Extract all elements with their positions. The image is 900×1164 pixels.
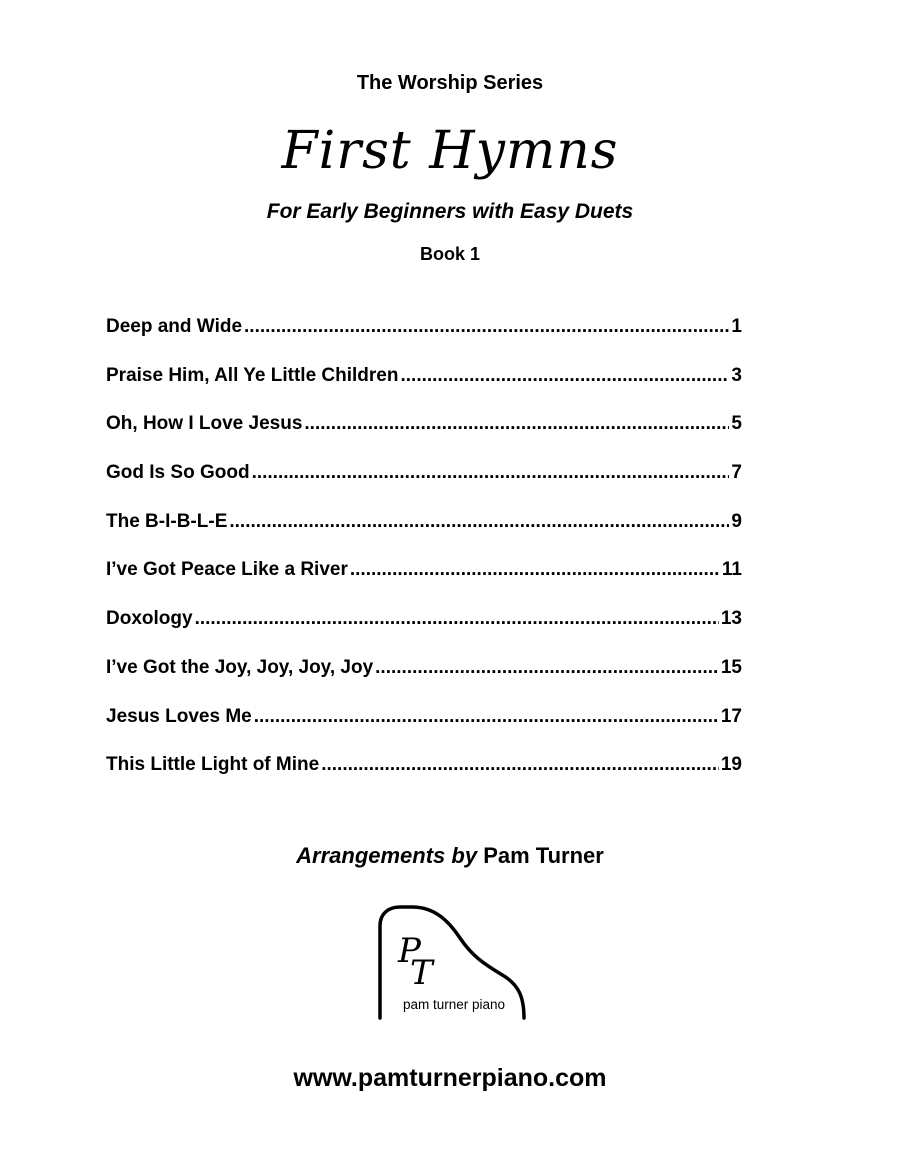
toc-entry-page: 19 bbox=[720, 754, 742, 776]
website-url: www.pamturnerpiano.com bbox=[293, 1064, 607, 1092]
series-title: The Worship Series bbox=[356, 72, 544, 94]
book-title: First Hymns bbox=[281, 121, 619, 181]
arranger-name: Pam Turner bbox=[483, 843, 604, 868]
toc-entry bbox=[106, 608, 742, 657]
toc-entry-title: Oh, How I Love Jesus bbox=[106, 413, 303, 435]
toc-entry-title: I’ve Got Peace Like a River bbox=[106, 559, 348, 581]
toc-entry-page: 17 bbox=[720, 705, 742, 727]
table-of-contents bbox=[106, 316, 742, 803]
toc-leader-dots bbox=[321, 754, 719, 776]
toc-leader-dots bbox=[229, 511, 729, 533]
toc-entry-page: 11 bbox=[721, 559, 742, 581]
toc-entry bbox=[106, 559, 742, 608]
toc-entry-title: Praise Him, All Ye Little Children bbox=[106, 364, 399, 386]
toc-entry bbox=[106, 706, 742, 755]
toc-entry-page: 5 bbox=[731, 413, 742, 435]
toc-entry bbox=[106, 754, 742, 803]
toc-entry-page: 15 bbox=[720, 656, 742, 678]
book-number: Book 1 bbox=[419, 244, 480, 264]
toc-entry-page: 1 bbox=[731, 316, 742, 337]
toc-entry-title: Deep and Wide bbox=[106, 316, 243, 337]
logo-monogram: T bbox=[410, 953, 433, 993]
toc-entry-page: 13 bbox=[720, 608, 742, 630]
toc-leader-dots bbox=[400, 365, 729, 387]
toc-leader-dots bbox=[195, 608, 719, 630]
toc-entry-page: 7 bbox=[731, 462, 742, 484]
toc-leader-dots bbox=[304, 413, 729, 435]
toc-entry bbox=[106, 365, 742, 414]
arranger-credit bbox=[0, 843, 900, 869]
logo-caption: pam turner piano bbox=[402, 997, 506, 1012]
toc-leader-dots bbox=[254, 706, 719, 728]
toc-leader-dots bbox=[252, 462, 730, 484]
toc-entry-title: I’ve Got the Joy, Joy, Joy, Joy bbox=[106, 656, 374, 678]
toc-entry bbox=[106, 511, 742, 560]
pam-turner-piano-logo bbox=[372, 904, 532, 1022]
toc-entry bbox=[106, 657, 742, 706]
toc-entry-page: 9 bbox=[731, 510, 742, 532]
arrangements-label: Arrangements by bbox=[296, 843, 478, 868]
toc-leader-dots bbox=[350, 559, 720, 581]
toc-entry-title: Jesus Loves Me bbox=[106, 705, 252, 727]
toc-entry-title: God Is So Good bbox=[106, 462, 250, 484]
toc-entry bbox=[106, 413, 742, 462]
toc-leader-dots bbox=[375, 657, 719, 679]
toc-entry-page: 3 bbox=[731, 364, 742, 386]
toc-entry bbox=[106, 316, 742, 365]
toc-entry bbox=[106, 462, 742, 511]
toc-entry-title: This Little Light of Mine bbox=[106, 754, 320, 776]
toc-leader-dots bbox=[244, 316, 729, 338]
book-subtitle: For Early Beginners with Easy Duets bbox=[266, 200, 634, 223]
toc-entry-title: Doxology bbox=[106, 608, 193, 630]
logo-monogram: P bbox=[398, 931, 421, 971]
toc-entry-title: The B-I-B-L-E bbox=[106, 510, 228, 532]
